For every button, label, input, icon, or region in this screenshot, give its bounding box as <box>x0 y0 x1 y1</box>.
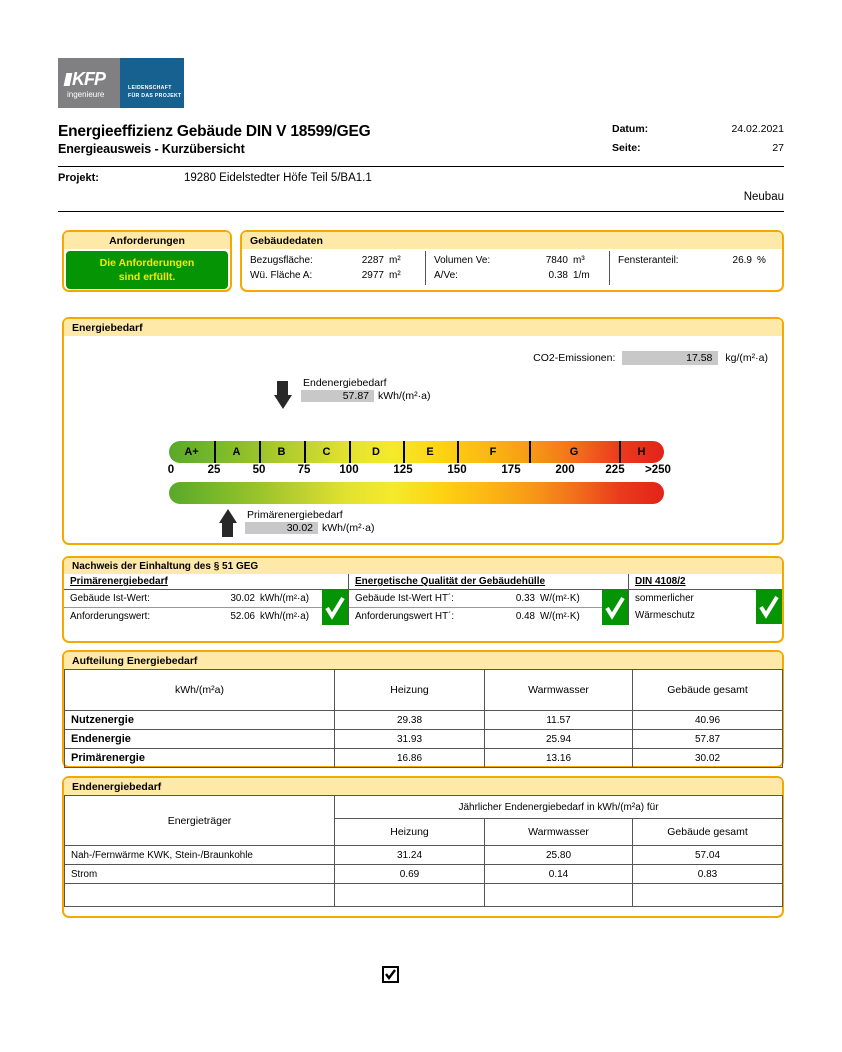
end-energy-col-warmwasser: Warmwasser <box>485 819 633 846</box>
distribution-row-label: Primärenergie <box>65 749 335 768</box>
building-data-row <box>434 253 601 268</box>
scale-tick-150: 150 <box>447 464 467 476</box>
geg-value: 52.06 <box>230 611 255 622</box>
scale-class-C: C <box>322 446 331 458</box>
scale-bar-bottom <box>169 482 664 504</box>
distribution-cell: 57.87 <box>633 730 783 749</box>
scale-class-F: F <box>489 446 497 458</box>
geg-col3-text-line1: sommerlicher <box>635 593 694 604</box>
end-energy-cell: 25.80 <box>485 846 633 865</box>
geg-row <box>64 590 322 608</box>
building-data-value: 2977 <box>361 270 384 281</box>
scale-tick-125: 125 <box>393 464 413 476</box>
scale-tick-200: 200 <box>555 464 575 476</box>
end-energy-unit: kWh/(m²·a) <box>378 390 431 402</box>
building-data-col-1 <box>242 251 425 285</box>
building-data-value: 2287 <box>361 255 384 266</box>
building-data-title: Gebäudedaten <box>242 232 782 249</box>
building-data-value: 0.38 <box>548 270 568 281</box>
geg-col-primary-energy <box>64 574 348 625</box>
end-energy-carrier-header: Energieträger <box>65 796 335 846</box>
geg-value: 0.48 <box>515 611 535 622</box>
logo-blue-block <box>120 58 184 108</box>
building-data-row <box>434 268 601 283</box>
end-energy-cell: 0.69 <box>335 865 485 884</box>
geg-key: Anforderungswert: <box>70 611 151 622</box>
document-header <box>58 123 784 161</box>
building-data-row <box>250 268 417 283</box>
geg-row <box>349 590 602 608</box>
date-label: Datum: <box>612 123 649 135</box>
geg-col1-rows <box>64 590 348 625</box>
end-energy-empty-cell <box>335 884 485 907</box>
project-value: 19280 Eidelstedter Höfe Teil 5/BA1.1 <box>184 172 372 184</box>
table-row <box>65 730 783 749</box>
end-energy-cell: 57.04 <box>633 846 783 865</box>
building-data-row <box>250 253 417 268</box>
logo-brand-text <box>65 69 105 90</box>
building-data-unit: 1/m <box>573 270 590 281</box>
table-row-empty <box>65 884 783 907</box>
end-energy-callout <box>301 377 431 402</box>
page-label: Seite: <box>612 142 641 154</box>
logo-tagline <box>128 85 182 101</box>
scale-tick-175: 175 <box>501 464 521 476</box>
scale-class-H: H <box>637 446 646 458</box>
geg-proof-panel <box>62 556 784 643</box>
geg-col-din4108 <box>628 574 782 625</box>
header-row-title <box>58 123 784 142</box>
geg-key: Gebäude Ist-Wert: <box>70 593 150 604</box>
end-energy-empty-cell <box>633 884 783 907</box>
logo-tagline-line2: FÜR DAS PROJEKT <box>128 93 182 100</box>
checkmark-icon <box>385 969 396 980</box>
table-header-row <box>65 670 783 711</box>
geg-col-envelope-quality <box>348 574 628 625</box>
end-energy-row-label: Strom <box>65 865 335 884</box>
energy-demand-title: Energiebedarf <box>64 319 782 336</box>
energy-distribution-table <box>64 669 783 768</box>
scale-class-B: B <box>277 446 286 458</box>
geg-col3-lines <box>629 590 756 624</box>
page-subtitle: Energieausweis - Kurzübersicht <box>58 142 245 156</box>
logo-gray-block <box>58 58 120 108</box>
geg-unit: kWh/(m²·a) <box>260 611 309 622</box>
scale-tick-225: 225 <box>605 464 625 476</box>
building-type: Neubau <box>743 191 784 203</box>
geg-unit: kWh/(m²·a) <box>260 593 309 604</box>
end-energy-span-header: Jährlicher Endenergiebedarf in kWh/(m²a) für <box>335 796 783 819</box>
geg-row <box>64 608 322 625</box>
end-energy-empty-cell <box>65 884 335 907</box>
date-value: 24.02.2021 <box>731 123 784 135</box>
primary-energy-arrow-stem <box>222 523 233 537</box>
building-data-unit: m² <box>389 255 401 266</box>
end-energy-arrow-stem <box>277 381 288 395</box>
distribution-cell: 31.93 <box>335 730 485 749</box>
building-data-unit: m² <box>389 270 401 281</box>
energy-distribution-panel <box>62 650 784 768</box>
requirements-status-line1: Die Anforderungen <box>99 256 195 269</box>
table-header-row-top <box>65 796 783 819</box>
checkmark-icon <box>605 596 625 620</box>
end-energy-cell: 0.83 <box>633 865 783 884</box>
geg-col2-rows <box>349 590 628 625</box>
geg-value: 0.33 <box>515 593 535 604</box>
distribution-unit-header: kWh/(m²a) <box>65 670 335 711</box>
scale-tick-labels <box>167 464 671 480</box>
building-data-col-2 <box>425 251 609 285</box>
geg-key: Gebäude Ist-Wert HT´: <box>355 593 454 604</box>
end-energy-value-row <box>301 390 431 402</box>
scale-tick-250: >250 <box>645 464 671 476</box>
geg-unit: W/(m²·K) <box>540 593 580 604</box>
geg-col1-check-badge <box>322 590 348 625</box>
scale-tick-0: 0 <box>167 464 175 476</box>
building-data-key: Volumen Ve: <box>434 255 491 266</box>
footer-checkbox[interactable] <box>382 966 399 983</box>
end-energy-label: Endenergiebedarf <box>303 377 387 389</box>
end-energy-value: 57.87 <box>301 390 374 402</box>
geg-unit: W/(m²·K) <box>540 611 580 622</box>
building-data-col-3 <box>609 251 793 285</box>
geg-col3-check-badge <box>756 590 782 624</box>
primary-energy-value-row <box>245 522 375 534</box>
energy-demand-panel <box>62 317 784 545</box>
primary-energy-arrow-icon <box>219 509 237 523</box>
end-energy-col-heizung: Heizung <box>335 819 485 846</box>
requirements-panel <box>62 230 232 292</box>
requirements-title: Anforderungen <box>64 232 230 249</box>
logo-subtitle: ingenieure <box>67 90 105 99</box>
geg-key: Anforderungswert HT´: <box>355 611 455 622</box>
primary-energy-unit: kWh/(m²·a) <box>322 522 375 534</box>
distribution-row-label: Endenergie <box>65 730 335 749</box>
logo-tagline-line1: LEIDENSCHAFT <box>128 85 172 92</box>
scale-class-D: D <box>372 446 380 458</box>
geg-proof-body <box>64 574 782 625</box>
page-title: Energieeffizienz Gebäude DIN V 18599/GEG <box>58 123 371 140</box>
end-energy-demand-panel <box>62 776 784 918</box>
geg-col3-text-line2: Wärmeschutz <box>635 610 695 621</box>
end-energy-row-label: Nah-/Fernwärme KWK, Stein-/Braunkohle <box>65 846 335 865</box>
building-data-unit: % <box>757 255 766 266</box>
end-energy-col-gesamt: Gebäude gesamt <box>633 819 783 846</box>
end-energy-cell: 0.14 <box>485 865 633 884</box>
end-energy-cell: 31.24 <box>335 846 485 865</box>
table-row <box>65 865 783 884</box>
project-label: Projekt: <box>58 172 99 184</box>
distribution-cell: 16.86 <box>335 749 485 768</box>
co2-label: CO2-Emissionen: <box>533 352 616 364</box>
geg-col2-lines <box>349 590 602 625</box>
distribution-cell: 29.38 <box>335 711 485 730</box>
requirements-status-line2: sind erfüllt. <box>118 271 176 283</box>
header-row-subtitle <box>58 142 784 161</box>
geg-col2-header: Energetische Qualität der Gebäudehülle <box>349 574 628 590</box>
building-data-key: Fensteranteil: <box>618 255 679 266</box>
building-data-value: 7840 <box>545 255 568 266</box>
energy-distribution-title: Aufteilung Energiebedarf <box>64 652 782 669</box>
end-energy-arrow-icon <box>274 395 292 409</box>
table-row <box>65 846 783 865</box>
table-row <box>65 749 783 768</box>
checkmark-icon <box>325 596 345 620</box>
building-data-key: Bezugsfläche: <box>250 255 313 266</box>
header-divider-bottom <box>58 211 784 212</box>
distribution-cell: 25.94 <box>485 730 633 749</box>
co2-emissions-row <box>533 351 768 365</box>
geg-proof-title: Nachweis der Einhaltung des § 51 GEG <box>64 558 782 574</box>
geg-col3-rows <box>629 590 782 624</box>
company-logo <box>58 58 184 108</box>
primary-energy-value: 30.02 <box>245 522 318 534</box>
page-number: 27 <box>772 142 784 154</box>
building-data-value: 26.9 <box>732 255 752 266</box>
co2-unit: kg/(m²·a) <box>725 352 768 364</box>
geg-col1-header: Primärenergiebedarf <box>64 574 348 590</box>
scale-tick-50: 50 <box>252 464 266 476</box>
geg-col3-header: DIN 4108/2 <box>629 574 782 590</box>
distribution-col-gesamt: Gebäude gesamt <box>633 670 783 711</box>
scale-tick-100: 100 <box>339 464 359 476</box>
scale-tick-75: 75 <box>297 464 311 476</box>
scale-tick-25: 25 <box>207 464 221 476</box>
distribution-cell: 11.57 <box>485 711 633 730</box>
scale-class-G: G <box>569 446 579 458</box>
end-energy-empty-cell <box>485 884 633 907</box>
end-energy-demand-title: Endenergiebedarf <box>64 778 782 795</box>
building-data-unit: m³ <box>573 255 585 266</box>
checkmark-icon <box>759 595 779 619</box>
distribution-cell: 30.02 <box>633 749 783 768</box>
distribution-col-heizung: Heizung <box>335 670 485 711</box>
distribution-cell: 13.16 <box>485 749 633 768</box>
geg-col2-check-badge <box>602 590 628 625</box>
logo-brand-label: KFP <box>72 69 105 89</box>
scale-class-A: A <box>232 446 241 458</box>
building-data-key: A/Ve: <box>434 270 458 281</box>
building-data-grid <box>242 249 782 285</box>
requirements-status-badge <box>66 251 228 289</box>
building-data-row <box>618 253 785 268</box>
primary-energy-callout <box>245 509 375 534</box>
geg-row <box>349 608 602 625</box>
building-data-panel <box>240 230 784 292</box>
distribution-col-warmwasser: Warmwasser <box>485 670 633 711</box>
table-row <box>65 711 783 730</box>
geg-value: 30.02 <box>230 593 255 604</box>
geg-col1-lines <box>64 590 322 625</box>
header-divider-top <box>58 166 784 167</box>
distribution-row-label: Nutzenergie <box>65 711 335 730</box>
scale-class-A+: A+ <box>184 446 199 458</box>
building-data-key: Wü. Fläche A: <box>250 270 313 281</box>
scale-class-E: E <box>426 446 434 458</box>
distribution-cell: 40.96 <box>633 711 783 730</box>
co2-value: 17.58 <box>622 351 718 365</box>
end-energy-demand-table <box>64 795 783 907</box>
primary-energy-label: Primärenergiebedarf <box>247 509 343 521</box>
